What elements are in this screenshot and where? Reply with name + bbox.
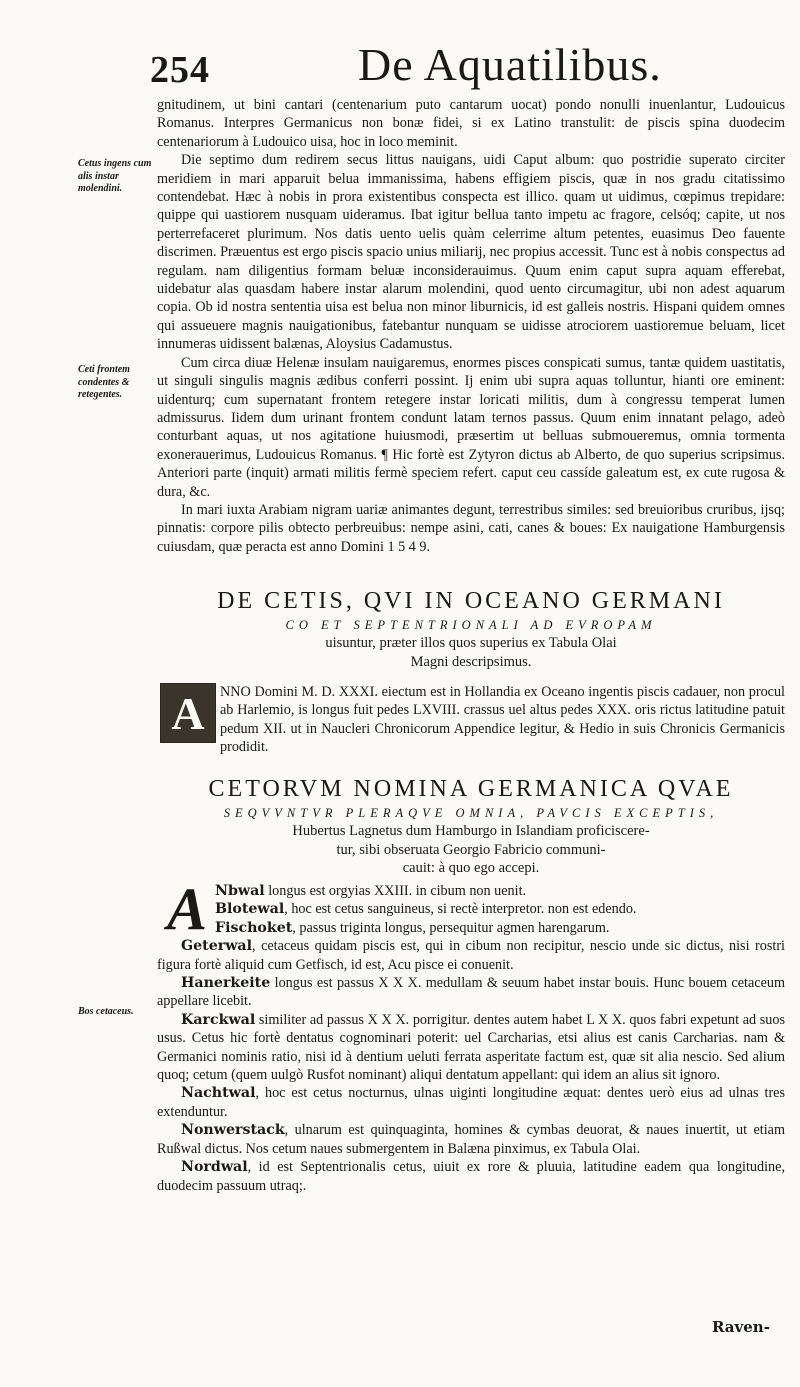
side-note: Ceti frontem condentes & retegentes.	[78, 364, 130, 400]
decorated-initial: A	[160, 880, 214, 938]
heading-line: Magni descripsimus.	[410, 653, 532, 670]
section-heading-1	[157, 586, 785, 671]
heading-line: SEQVVNTVR PLERAQVE OMNIA, PAVCIS EXCEPTIS,	[223, 806, 719, 820]
entry-text: , hoc est cetus sanguineus, si rectè interpretor. non est edendo.	[284, 901, 637, 918]
paragraph: Die septimo dum redirem secus littus nauigans, uidi Caput album: quo postridie superato circiter meridiem in mari apparuit belua immanissima, habens effigiem piscis, quæ in nos gradu citatissimo contendebat. Hæc à nobis in prora existentibus conspecta est illico. quam ut uidimus, cœpimus trepidare: quippe qui uastiorem nusquam uideramus. Ibat igitur bellua tanto impetu ac fragore, celsóq; capite, ut nos perterrefaceret plurimum. Nos datis uento uelis quàm celerrime altum petentes, euasimus Deo fauente discrimen. Præuentus est ergo piscis spacio unius miliarij, nec propius accessit. Tunc est à nobis conspectus ad regulam. nam diligentius formam beluæ inconsiderauimus. Quum enim caput supra aquam efferebat, uidebatur alas quasdam habere instar alarum molendini, quod uento circumagitur, ubi non adest aquarum copia. Ob id nostra sententia uisa est belua non minor liburnicis, id est galleis nostris. Hispani quidem omnes qui assueuere magnis nauigationibus, fatebantur nunquam se uidisse atrociorem uastioremue beluam, licet innumeras uidissent balænas, Aloysius Cadamustus.	[157, 152, 785, 353]
catchword: Raven-	[712, 1318, 770, 1336]
side-note: Cetus ingens cum alis instar molendini.	[78, 158, 152, 194]
entry-text: , cetaceus quidam piscis est, qui in cibum non recipitur, nescio unde sic dictus, nisi rostri figura fortè aliquid cum Getfisch, id est, Acu pisce ei conuenit.	[157, 938, 785, 973]
list-item	[215, 882, 785, 900]
german-term: Fischoket	[215, 919, 293, 936]
heading-line: CETORVM NOMINA GERMANICA QVAE	[208, 776, 734, 802]
list-item	[157, 974, 785, 1011]
section-text-2	[220, 683, 785, 757]
page-number: 254	[150, 49, 210, 91]
german-term: Nordwal	[181, 1159, 248, 1176]
list-item	[157, 1084, 785, 1121]
heading-line: CO ET SEPTENTRIONALI AD EVROPAM	[285, 618, 657, 632]
heading-line: Hubertus Lagnetus dum Hamburgo in Islandiam proficiscere-	[292, 823, 650, 839]
german-term: Nachtwal	[181, 1085, 256, 1102]
paragraph: gnitudinem, ut bini cantari (centenarium puto cantarum uocat) pondo nonulli inuenlantur, Ludouicus Romanus. Interpres Germanicus non bonæ fidei, si ex Latino transtulit: de piscis spina duodecim centenariorum à Ludouico uisa, hoc in loco meminit.	[157, 97, 785, 150]
german-term: Hanerkeite	[181, 975, 271, 992]
entry-text: , ulnarum est quinquaginta, homines & cymbas deuorat, & naues inuertit, ut etiam Rußwal dictus. Nos cetum naues submergentem in Balæna pinximus, ex Tabula Olai.	[157, 1122, 785, 1157]
list-item	[157, 1011, 785, 1085]
entry-text: similiter ad passus X X X. porrigitur. dentes autem habet L X X. quos fabri expetunt ad suos usus. Cetus hic fortè dentatus cognominari poterit: uel Carcharias, etsi alius est canis Carcharias. nam & Germanici nominis ratio, nisi id à dentium ueluti ferrata asperitate factum est, quæ sit alia nescio. Sed alium quoq; cetum (quem uulgò Rusfot nominant) aliqui dentatum appellant: qui idem an alius sit ignoro.	[157, 1011, 785, 1084]
german-term: Nonwerstack	[181, 1122, 285, 1139]
entry-text: longus est orgyias XXIII. in cibum non uenit.	[264, 883, 527, 899]
heading-line: cauit: à quo ego accepi.	[402, 860, 540, 876]
paragraph: In mari iuxta Arabiam nigram uariæ animantes degunt, terrestribus similes: sed breuioribus cruribus, ijsq; pinnatis: corpore pilis obtecto perbreuibus: nempe asini, cati, canes & boues: Ex nauigatione Hamburgensis cuiusdam, quæ peracta est anno Domini 1 5 4 9.	[157, 501, 785, 555]
section-text-1	[157, 96, 785, 556]
entry-text: , hoc est cetus nocturnus, ulnas uiginti longitudine æquat: dentes uerò eius ad ulnas tres extenduntur.	[157, 1085, 785, 1120]
heading-line: uisuntur, præter illos quos superius ex Tabula Olai	[325, 635, 617, 651]
german-term: Karckwal	[181, 1011, 256, 1028]
german-term: Nbwal	[215, 883, 265, 899]
entry-text: , passus triginta longus, persequitur agmen harengarum.	[292, 919, 610, 936]
running-title: De Aquatilibus.	[358, 39, 662, 90]
paragraph: NNO Domini M. D. XXXI. eiectum est in Hollandia ex Oceano ingentis piscis cadauer, non procul ab Harlemio, is longus fuit pedes LXVIII. crassus uel altus pedes XXX. oris rictus latitudine patuit pedum XII. ut in Naucleri Chronicorum Appendice legitur, & Hedio in suis Chronicis Germanicis prodidit.	[220, 684, 785, 756]
entry-text: longus est passus X X X. medullam & seuum habet instar bouis. Hunc bouem cetaceum appellare licebit.	[157, 975, 785, 1010]
list-item	[215, 919, 785, 937]
german-term: Blotewal	[215, 901, 285, 918]
paragraph: Cum circa diuæ Helenæ insulam nauigaremus, enormes pisces conspicati sumus, tantæ quidem uastitatis, ut singuli singulis magnis ædibus conferri possint. Ij enim ubi supra aquas tolluntur, hianti ore eminent: uidenturq; cum supernatant frontem retegere instar loricati militis, dum à congressu temperat lumen admissurus. Iidem dum urinant frontem condunt latam ternos passus. Quum enim innatant pelago, adeò conturbant aquas, ut nos agitatione huiusmodi, præsertim ut belluas submoueremus, omnia tormenta exonerauerimus, Ludouicus Romanus. ¶ Hic fortè est Zytyron dictus ab Alberto, de quo superius scripsimus. Anteriori parte (inquit) armati militis fermè speciem refert. caput ceu cassíde galeatum est, ex cute rugosa & dura, &c.	[157, 354, 785, 500]
heading-line: tur, sibi obseruata Georgio Fabricio communi-	[336, 841, 606, 858]
section-heading-2	[157, 774, 785, 878]
entry-text: , id est Septentrionalis cetus, uiuit ex rore & pluuia, latitudine eadem qua longitudine, duodecim passuum utraq;.	[157, 1159, 785, 1194]
list-item	[157, 937, 785, 974]
decorated-initial: A	[160, 683, 216, 743]
list-item	[157, 1158, 785, 1195]
german-term: Geterwal	[181, 938, 252, 955]
heading-line: DE CETIS, QVI IN OCEANO GERMANI	[217, 588, 725, 614]
page-header	[0, 30, 800, 100]
list-item	[157, 1121, 785, 1158]
side-note: Bos cetaceus.	[78, 1006, 134, 1017]
list-item	[215, 900, 785, 918]
cetacean-names-list	[157, 882, 785, 1195]
